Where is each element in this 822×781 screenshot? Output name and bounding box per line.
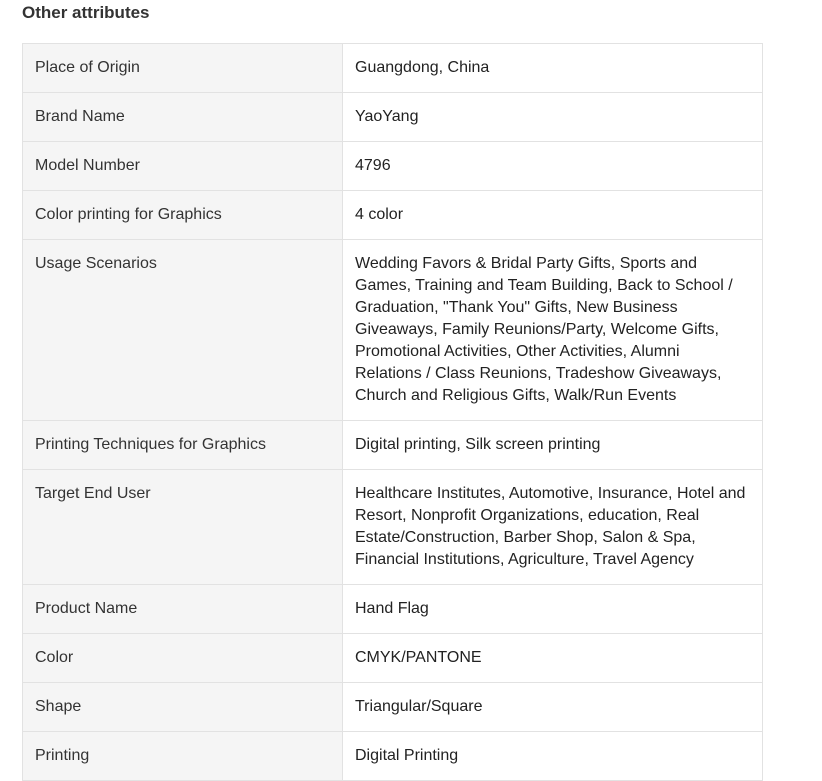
attribute-value: Healthcare Institutes, Automotive, Insurance, Hotel and Resort, Nonprofit Organizations, education, Real Estate/Construction, Barber Shop, Salon & Spa, Financial Institutions, Agriculture, Travel Agency: [343, 470, 763, 585]
attribute-value: Wedding Favors & Bridal Party Gifts, Sports and Games, Training and Team Building, Back to School / Graduation, "Thank You" Gifts, New Business Giveaways, Family Reunions/Party, Welcome Gifts, Promotional Activities, Other Activities, Alumni Relations / Class Reunions, Tradeshow Giveaways, Church and Religious Gifts, Walk/Run Events: [343, 240, 763, 421]
attribute-value: Digital printing, Silk screen printing: [343, 421, 763, 470]
attribute-value: Hand Flag: [343, 585, 763, 634]
table-row: [23, 634, 763, 683]
table-row: [23, 470, 763, 585]
attribute-value: Triangular/Square: [343, 683, 763, 732]
attribute-key: Usage Scenarios: [23, 240, 343, 421]
table-row: [23, 191, 763, 240]
table-row: [23, 732, 763, 781]
attribute-key: Shape: [23, 683, 343, 732]
attribute-key: Printing: [23, 732, 343, 781]
attribute-value: 4796: [343, 142, 763, 191]
attribute-key: Color printing for Graphics: [23, 191, 343, 240]
table-row: [23, 421, 763, 470]
table-row: [23, 585, 763, 634]
section-title: Other attributes: [22, 3, 150, 22]
attribute-value: YaoYang: [343, 93, 763, 142]
attribute-key: Brand Name: [23, 93, 343, 142]
attribute-key: Product Name: [23, 585, 343, 634]
table-row: [23, 683, 763, 732]
attribute-key: Place of Origin: [23, 44, 343, 93]
attribute-key: Color: [23, 634, 343, 683]
attribute-key: Printing Techniques for Graphics: [23, 421, 343, 470]
attribute-key: Target End User: [23, 470, 343, 585]
table-row: [23, 93, 763, 142]
table-row: [23, 142, 763, 191]
attribute-value: 4 color: [343, 191, 763, 240]
attribute-key: Model Number: [23, 142, 343, 191]
table-row: [23, 240, 763, 421]
table-row: [23, 44, 763, 93]
attributes-table: [22, 43, 763, 781]
attribute-value: Digital Printing: [343, 732, 763, 781]
attribute-value: CMYK/PANTONE: [343, 634, 763, 683]
attribute-value: Guangdong, China: [343, 44, 763, 93]
